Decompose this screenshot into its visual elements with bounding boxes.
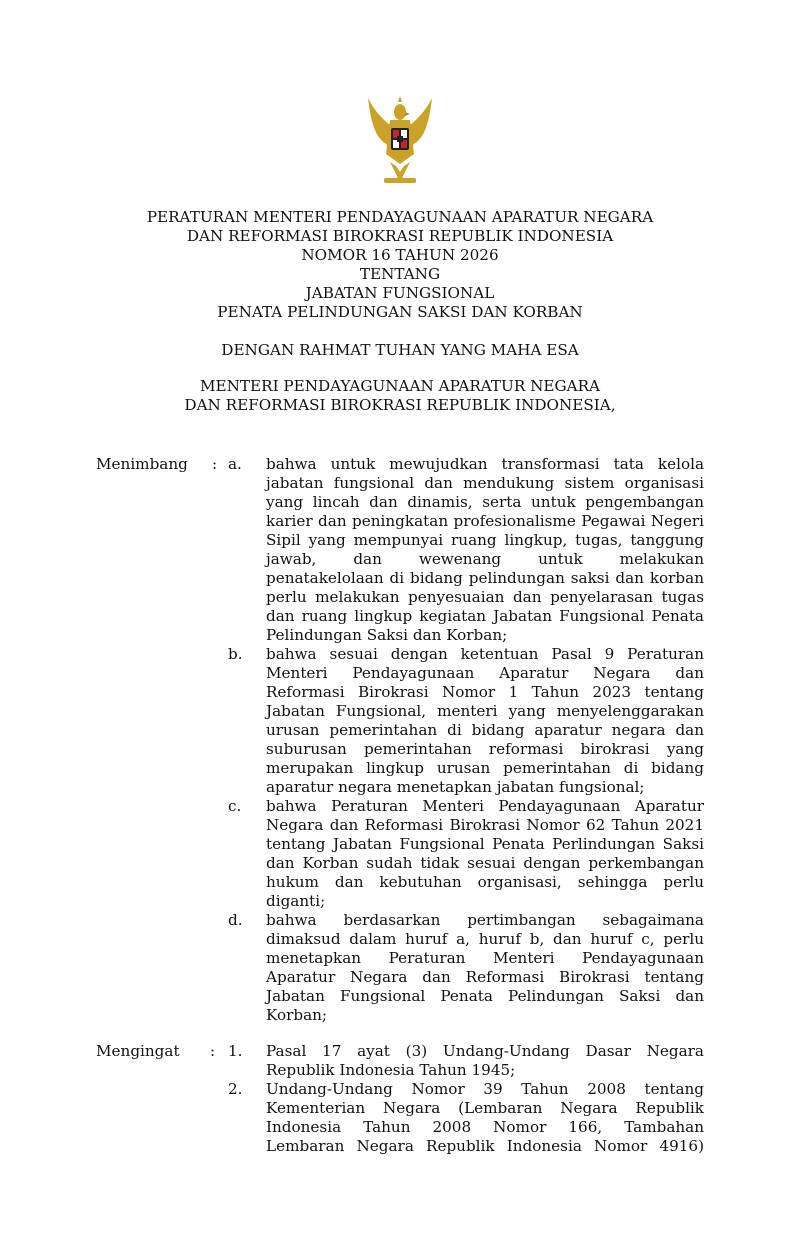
text-line: Pelindungan Saksi dan Korban; xyxy=(266,626,508,644)
title-line: DAN REFORMASI BIROKRASI REPUBLIK INDONESIA xyxy=(186,227,614,245)
text-line: Lembaran Negara Republik Indonesia Nomor 4916) xyxy=(266,1137,704,1155)
grace-line: DENGAN RAHMAT TUHAN YANG MAHA ESA xyxy=(221,341,579,359)
text-line: diganti; xyxy=(266,892,326,910)
text-line: Jabatan Fungsional, menteri yang menyelenggarakan xyxy=(266,702,704,720)
item-text xyxy=(266,1042,704,1080)
item-text xyxy=(266,911,704,1025)
garuda-emblem-icon xyxy=(360,92,440,188)
text-line: dan ruang lingkup kegiatan Jabatan Fungsional Penata xyxy=(266,607,704,625)
text-line: Indonesia Tahun 2008 Nomor 166, Tambahan xyxy=(266,1118,704,1136)
text-line: yang lincah dan dinamis, serta untuk pengembangan xyxy=(266,493,704,511)
text-line: hukum dan kebutuhan organisasi, sehingga perlu xyxy=(266,873,704,891)
text-line: Negara dan Reformasi Birokrasi Nomor 62 Tahun 2021 xyxy=(266,816,704,834)
text-line: Aparatur Negara dan Reformasi Birokrasi tentang xyxy=(266,968,704,986)
text-line: Pasal 17 ayat (3) Undang-Undang Dasar Negara xyxy=(266,1042,704,1060)
menimbang-colon: : xyxy=(212,455,218,473)
text-line: karier dan peningkatan profesionalisme Pegawai Negeri xyxy=(266,512,704,530)
head xyxy=(394,104,406,120)
text-line: bahwa berdasarkan pertimbangan sebagaimana xyxy=(266,911,704,929)
text-line: Korban; xyxy=(266,1006,328,1024)
text-line: Sipil yang mempunyai ruang lingkup, tugas, tanggung xyxy=(266,531,704,549)
item-text xyxy=(266,1080,704,1156)
text-line: dan Korban sudah tidak sesuai dengan perkembangan xyxy=(266,854,704,872)
text-line: suburusan pemerintahan reformasi birokrasi yang xyxy=(266,740,704,758)
minister-line: MENTERI PENDAYAGUNAAN APARATUR NEGARA xyxy=(199,377,601,395)
text-line: Reformasi Birokrasi Nomor 1 Tahun 2023 tentang xyxy=(266,683,704,701)
regulation-title xyxy=(0,208,800,322)
title-line: PENATA PELINDUNGAN SAKSI DAN KORBAN xyxy=(217,303,583,321)
minister-line: DAN REFORMASI BIROKRASI REPUBLIK INDONESIA, xyxy=(184,396,616,414)
minister-heading xyxy=(0,377,800,415)
item-marker: 2. xyxy=(228,1080,243,1098)
item-marker: b. xyxy=(228,645,243,663)
menimbang-label: Menimbang xyxy=(96,455,188,473)
item-marker: 1. xyxy=(228,1042,243,1060)
text-line: perlu melakukan penyesuaian dan penyelarasan tugas xyxy=(266,588,704,606)
text-line: merupakan lingkup urusan pemerintahan di bidang xyxy=(266,759,704,777)
text-line: Republik Indonesia Tahun 1945; xyxy=(266,1061,516,1079)
title-line: NOMOR 16 TAHUN 2026 xyxy=(301,246,499,264)
grace-statement xyxy=(0,341,800,360)
text-line: jawab, dan wewenang untuk melakukan xyxy=(266,550,704,568)
title-line: PERATURAN MENTERI PENDAYAGUNAAN APARATUR NEGARA xyxy=(146,208,654,226)
item-marker: d. xyxy=(228,911,243,929)
item-text xyxy=(266,797,704,911)
text-line: aparatur negara menetapkan jabatan fungsional; xyxy=(266,778,645,796)
title-line: TENTANG xyxy=(359,265,441,283)
text-line: menetapkan Peraturan Menteri Pendayagunaan xyxy=(266,949,704,967)
item-marker: c. xyxy=(228,797,242,815)
text-line: penatakelolaan di bidang pelindungan saksi dan korban xyxy=(266,569,704,587)
mengingat-colon: : xyxy=(210,1042,216,1060)
text-line: urusan pemerintahan di bidang aparatur negara dan xyxy=(266,721,704,739)
text-line: bahwa untuk mewujudkan transformasi tata kelola xyxy=(266,455,704,473)
text-line: tentang Jabatan Fungsional Penata Perlindungan Saksi xyxy=(266,835,704,853)
text-line: bahwa sesuai dengan ketentuan Pasal 9 Peraturan xyxy=(266,645,704,663)
item-text xyxy=(266,455,704,645)
text-line: bahwa Peraturan Menteri Pendayagunaan Aparatur xyxy=(266,797,704,815)
title-line: JABATAN FUNGSIONAL xyxy=(305,284,495,302)
item-text xyxy=(266,645,704,797)
text-line: Menteri Pendayagunaan Aparatur Negara dan xyxy=(266,664,704,682)
text-line: dimaksud dalam huruf a, huruf b, dan huruf c, perlu xyxy=(266,930,704,948)
text-line: Undang-Undang Nomor 39 Tahun 2008 tentang xyxy=(266,1080,704,1098)
item-marker: a. xyxy=(228,455,242,473)
mengingat-label: Mengingat xyxy=(96,1042,180,1060)
text-line: Kementerian Negara (Lembaran Negara Republik xyxy=(266,1099,704,1117)
text-line: Jabatan Fungsional Penata Pelindungan Saksi dan xyxy=(266,987,704,1005)
text-line: jabatan fungsional dan mendukung sistem organisasi xyxy=(266,474,704,492)
